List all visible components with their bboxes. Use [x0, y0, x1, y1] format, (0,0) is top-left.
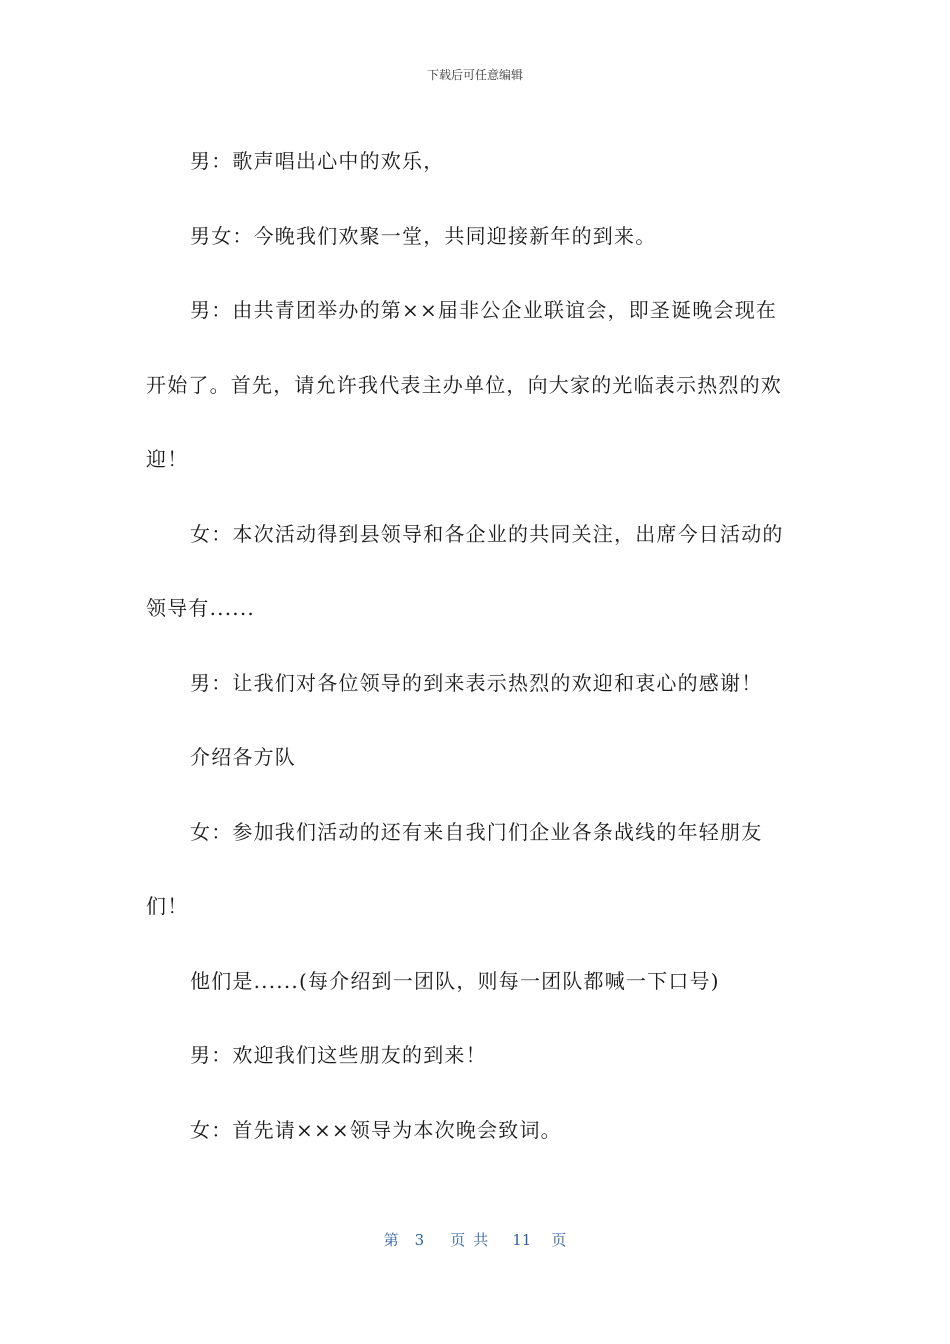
page-footer: [0, 1229, 950, 1250]
paragraph-4: 女：本次活动得到县领导和各企业的共同关注，出席今日活动的领导有......: [146, 521, 784, 620]
page-number: 3: [414, 1231, 425, 1249]
document-body: [146, 124, 796, 1167]
header-note: 下载后可任意编辑: [426, 68, 523, 82]
paragraph-6: 介绍各方队: [190, 745, 296, 769]
page-prefix: 第: [383, 1231, 399, 1249]
total-pages: 11: [512, 1231, 532, 1249]
paragraph-3: 男：由共青团举办的第××届非公企业联谊会，即圣诞晚会现在开始了。首先，请允许我代表主办单位，向大家的光临表示热烈的欢迎！: [146, 298, 782, 471]
paragraph-9: 男：欢迎我们这些朋友的到来！: [190, 1043, 487, 1067]
paragraph-8: 他们是......(每介绍到一团队，则每一团队都喊一下口号): [190, 968, 720, 993]
paragraph-2: 男女：今晚我们欢聚一堂，共同迎接新年的到来。: [190, 223, 657, 248]
paragraph-10: 女：首先请×××领导为本次晚会致词。: [190, 1117, 562, 1142]
page-suffix: 页: [551, 1231, 567, 1249]
page-middle: 页共: [450, 1231, 497, 1249]
paragraph-7: 女：参加我们活动的还有来自我门们企业各条战线的年轻朋友们！: [146, 819, 763, 918]
paragraph-5: 男：让我们对各位领导的到来表示热烈的欢迎和衷心的感谢！: [190, 670, 763, 695]
paragraph-1: 男：歌声唱出心中的欢乐，: [190, 149, 445, 173]
